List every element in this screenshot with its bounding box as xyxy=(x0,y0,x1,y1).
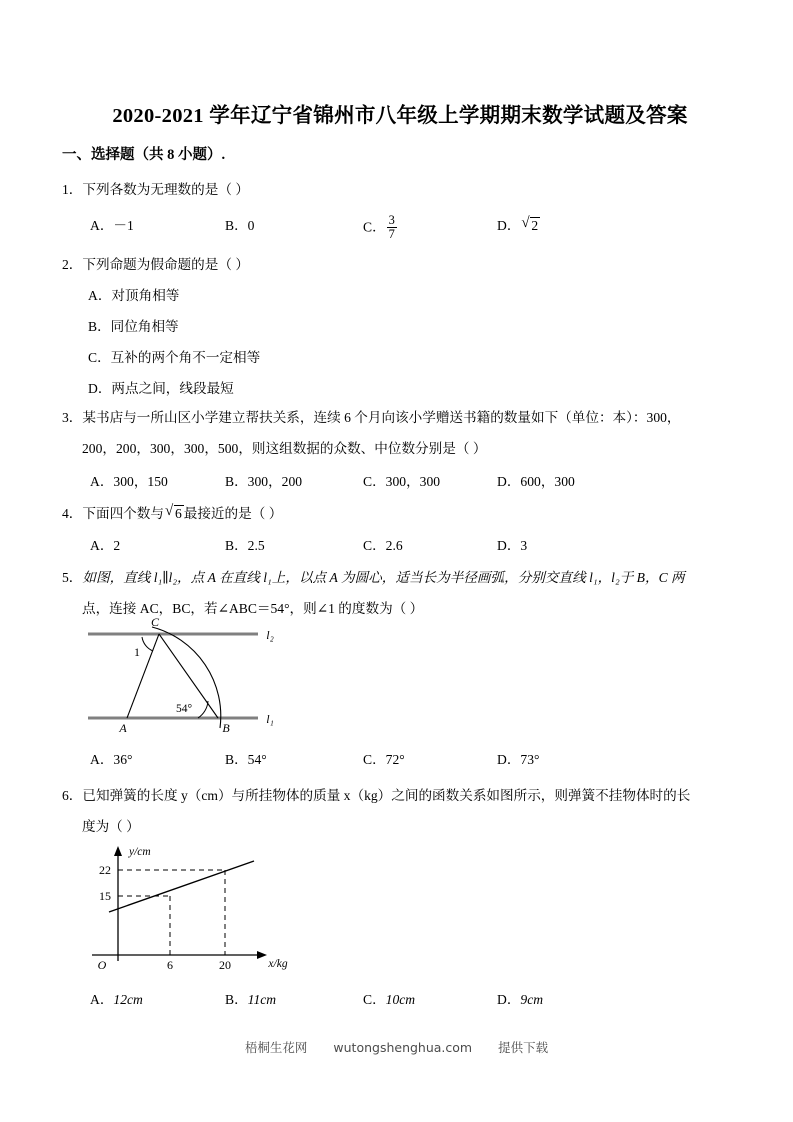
question-5-number: 5． xyxy=(62,570,83,585)
question-3-text-1: 某书店与一所山区小学建立帮扶关系，连续 6 个月向该小学赠送书籍的数量如下（单位：本）：300， xyxy=(82,410,681,425)
option-label: A． xyxy=(90,752,114,767)
option-label: A． xyxy=(88,288,112,303)
option-label: A． xyxy=(90,538,114,553)
fraction-denominator: 7 xyxy=(388,227,395,242)
label-line-l1: l₁ xyxy=(266,712,274,726)
option-text: 2.6 xyxy=(385,538,403,553)
option-label: C． xyxy=(363,474,386,489)
question-2-option-b xyxy=(88,315,179,335)
y-tick-label-15: 15 xyxy=(99,889,111,903)
radicand: 6 xyxy=(174,506,182,521)
radicand: 2 xyxy=(531,218,539,233)
label-line-l2: l₂ xyxy=(266,628,274,642)
question-2-number: 2． xyxy=(62,257,83,272)
option-label: B． xyxy=(88,319,111,334)
option-text: 同位角相等 xyxy=(110,319,179,334)
question-6-text-2: 度为（ ） xyxy=(82,819,140,834)
question-3-stem-line-1 xyxy=(62,406,681,426)
option-label: A． xyxy=(90,474,114,489)
option-text: 54° xyxy=(247,752,267,767)
footer-site-name: 梧桐生花网 xyxy=(244,1040,308,1055)
option-label: B． xyxy=(225,752,248,767)
option-text: 11cm xyxy=(247,992,277,1007)
option-text: 300，200 xyxy=(247,474,303,489)
question-5-option-d xyxy=(497,748,539,768)
question-6-number: 6． xyxy=(62,788,83,803)
question-2-option-c xyxy=(88,346,260,366)
question-6-option-a xyxy=(90,988,143,1008)
option-text: 0 xyxy=(247,218,255,233)
question-1-option-c xyxy=(363,214,398,241)
question-1-number: 1． xyxy=(62,182,83,197)
segment-ca xyxy=(127,634,159,718)
option-text: 互补的两个角不一定相等 xyxy=(110,350,261,365)
option-label: D． xyxy=(497,218,521,233)
question-4-number: 4． xyxy=(62,506,83,521)
label-angle-54: 54° xyxy=(175,703,193,715)
option-text: 2 xyxy=(113,538,121,553)
question-6-option-d xyxy=(497,988,543,1008)
question-2-option-a xyxy=(88,284,179,304)
question-6-option-c xyxy=(363,988,415,1008)
option-label: D． xyxy=(497,474,521,489)
question-5-option-a xyxy=(90,748,132,768)
y-axis-arrow-icon xyxy=(114,846,122,856)
question-3-option-b xyxy=(225,470,302,490)
question-3-stem-line-2 xyxy=(82,437,486,457)
option-label: D． xyxy=(88,381,112,396)
x-axis-label: x/kg xyxy=(268,958,288,970)
option-text: 300，150 xyxy=(113,474,168,489)
label-point-b: B xyxy=(222,721,230,735)
option-label: B． xyxy=(225,992,248,1007)
question-1-option-b xyxy=(225,214,254,234)
y-tick-label-22: 22 xyxy=(99,863,111,877)
radical-sign-icon: √ xyxy=(521,214,530,231)
x-axis-arrow-icon xyxy=(257,951,267,959)
option-label: C． xyxy=(363,219,386,235)
question-4-text-prefix: 下面四个数与 xyxy=(82,506,164,521)
question-5-option-b xyxy=(225,748,267,768)
question-3-text-2: 200，200，300，300，500，则这组数据的众数、中位数分别是（ ） xyxy=(82,441,487,456)
option-label: C． xyxy=(363,752,386,767)
footer-note: 提供下载 xyxy=(498,1040,549,1055)
question-1-option-a xyxy=(90,214,134,234)
option-text: 600，300 xyxy=(520,474,575,489)
label-angle-1: 1 xyxy=(134,645,140,659)
fraction-numerator: 3 xyxy=(388,213,395,227)
option-text: 73° xyxy=(520,752,540,767)
question-1-text: 下列各数为无理数的是（ ） xyxy=(82,182,249,197)
label-point-c: C xyxy=(150,615,160,629)
square-root-six xyxy=(164,502,184,522)
question-6-text-1: 已知弹簧的长度 y（cm）与所挂物体的质量 x（kg）之间的函数关系如图所示，则弹簧不挂物体时的长 xyxy=(82,788,691,803)
option-text: 两点之间，线段最短 xyxy=(111,381,234,396)
option-text: 36° xyxy=(113,752,133,767)
option-text: 2.5 xyxy=(247,538,265,553)
option-text: 9cm xyxy=(520,992,544,1007)
section-heading: 一、选择题（共 8 小题）. xyxy=(62,147,226,163)
option-text: 72° xyxy=(385,752,405,767)
question-5-text-2: 点，连接 AC，BC，若∠ABC＝54°，则∠1 的度数为（ ） xyxy=(82,601,424,616)
option-label: A． xyxy=(90,218,114,233)
angle-54-arc xyxy=(198,701,208,718)
question-4-option-c xyxy=(363,534,403,554)
origin-label: O xyxy=(97,958,107,971)
option-label: D． xyxy=(497,752,521,767)
question-3-number: 3． xyxy=(62,410,83,425)
angle-1-arc xyxy=(142,637,153,651)
question-3-option-d xyxy=(497,470,575,490)
question-5-figure xyxy=(80,612,320,740)
question-4-stem xyxy=(62,502,282,522)
label-point-a: A xyxy=(119,721,127,735)
question-3-option-c xyxy=(363,470,440,490)
x-tick-label-20: 20 xyxy=(219,958,231,971)
option-label: A． xyxy=(90,992,114,1007)
question-6-stem-line-2 xyxy=(82,815,140,835)
question-4-option-a xyxy=(90,534,120,554)
question-6-figure xyxy=(82,843,312,971)
question-2-option-d xyxy=(88,377,234,397)
question-1-stem xyxy=(62,178,249,198)
option-label: B． xyxy=(225,218,248,233)
footer-url: wutongshenghua.com xyxy=(333,1040,473,1055)
question-6-stem-line-1 xyxy=(62,784,690,804)
question-2-text: 下列命题为假命题的是（ ） xyxy=(82,257,249,272)
question-2-stem xyxy=(62,253,249,273)
option-label: C． xyxy=(363,992,386,1007)
question-5-option-c xyxy=(363,748,405,768)
option-text: 12cm xyxy=(113,992,143,1007)
data-line xyxy=(109,861,254,912)
option-label: C． xyxy=(88,350,111,365)
y-axis-label: y/cm xyxy=(129,846,151,858)
question-6-option-b xyxy=(225,988,276,1008)
option-label: D． xyxy=(497,538,521,553)
question-4-option-b xyxy=(225,534,265,554)
question-4-text-suffix: 最接近的是（ ） xyxy=(183,506,283,521)
question-1-option-d xyxy=(497,214,540,234)
option-text: 对顶角相等 xyxy=(111,288,180,303)
option-text: －1 xyxy=(113,218,134,233)
footer-watermark xyxy=(0,1038,793,1056)
question-4-option-d xyxy=(497,534,527,554)
page-title: 2020-2021 学年辽宁省锦州市八年级上学期期末数学试题及答案 xyxy=(112,105,688,127)
option-text: 300，300 xyxy=(385,474,441,489)
question-5-text-1: 如图，直线 l₁∥l₂，点 A 在直线 l₁上，以点 A 为圆心，适当长为半径画弧，分别交直线 l₁，l₂于 B，C 两 xyxy=(82,570,685,585)
option-label: B． xyxy=(225,538,248,553)
option-text: 3 xyxy=(520,538,528,553)
fraction-three-sevenths xyxy=(387,214,397,241)
question-5-stem-line-1 xyxy=(62,566,685,586)
x-tick-label-6: 6 xyxy=(167,958,173,971)
option-label: B． xyxy=(225,474,248,489)
question-3-option-a xyxy=(90,470,168,490)
option-label: D． xyxy=(497,992,521,1007)
square-root-two xyxy=(521,214,540,234)
option-text: 10cm xyxy=(385,992,416,1007)
option-label: C． xyxy=(363,538,386,553)
radical-sign-icon: √ xyxy=(164,502,174,519)
